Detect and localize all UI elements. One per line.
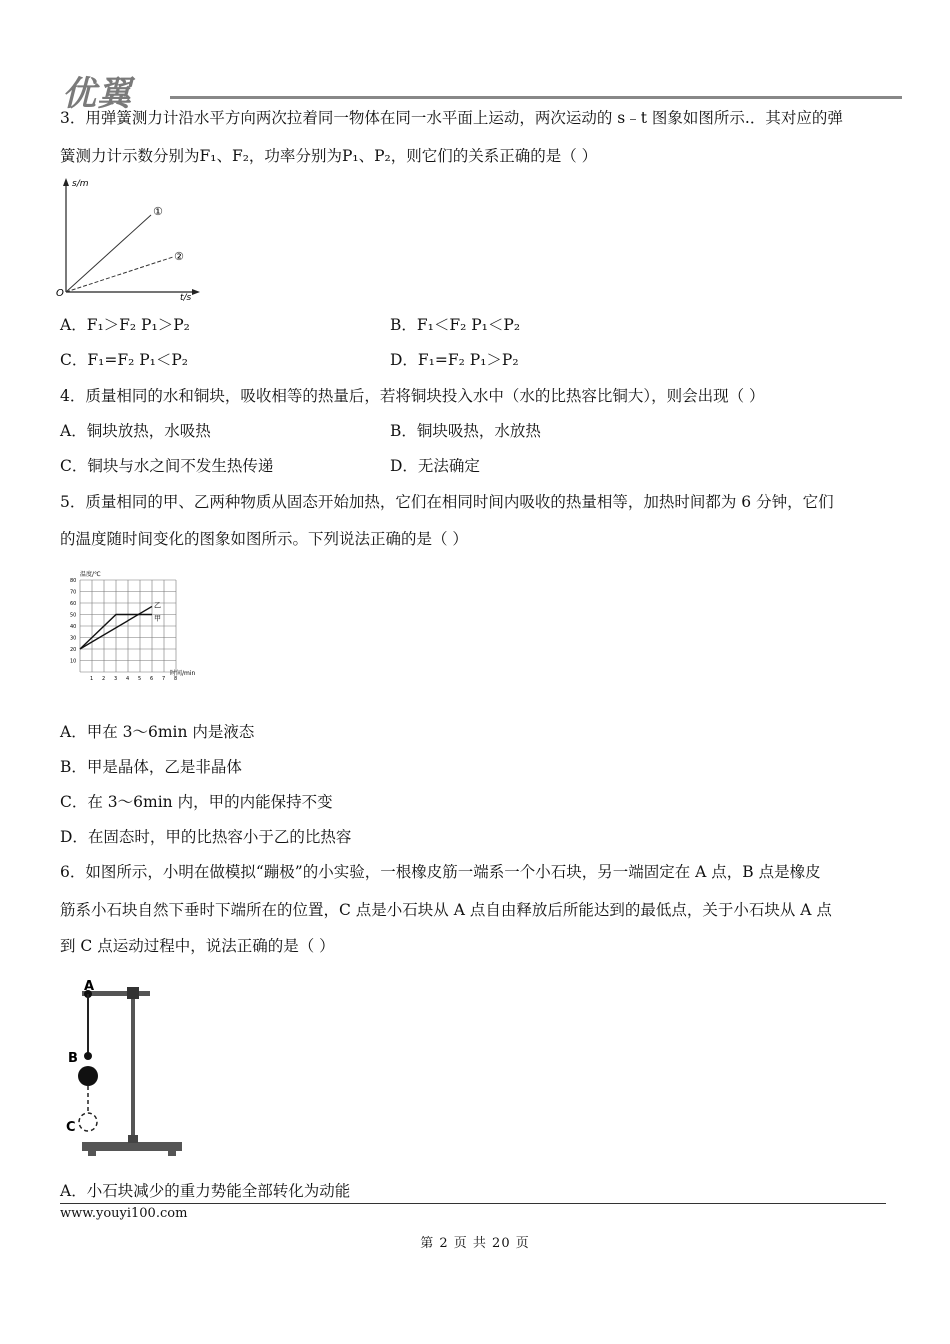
q3-origin-label: O (56, 288, 64, 299)
q3-line-1 (66, 215, 151, 292)
y-tick-label: 60 (70, 601, 77, 607)
q5-option-b[interactable]: B．甲是晶体，乙是非晶体 (60, 758, 242, 776)
q3-option-c[interactable]: C．F₁=F₂ P₁＜P₂ (60, 351, 188, 369)
q3-line1-label: ① (153, 205, 163, 218)
q4-option-b[interactable]: B．铜块吸热，水放热 (390, 422, 541, 440)
q3-option-d[interactable]: D．F₁=F₂ P₁＞P₂ (390, 351, 519, 369)
q6-bungee-figure (60, 972, 190, 1162)
q6-stem-line1: 6．如图所示，小明在做模拟“蹦极”的小实验，一根橡皮筋一端系一个小石块，另一端固定在 A 点，B 点是橡皮 (60, 863, 821, 881)
q5-temperature-chart (60, 566, 205, 691)
q3-st-graph (56, 172, 206, 302)
series-label: 甲 (154, 614, 161, 623)
x-tick-label: 7 (162, 676, 166, 682)
q5-y-label: 温度/℃ (80, 571, 101, 578)
q3-y-label: s/m (72, 179, 89, 189)
q3-stem-line2: 簧测力计示数分别为F₁、F₂，功率分别为P₁、P₂，则它们的关系正确的是（ ） (60, 147, 598, 165)
series-label: 乙 (154, 601, 161, 610)
q6-stem-line3: 到 C 点运动过程中，说法正确的是（ ） (60, 937, 335, 955)
q5-stem-line1: 5．质量相同的甲、乙两种物质从固态开始加热，它们在相同时间内吸收的热量相等，加热时间都为 6 分钟，它们 (60, 493, 834, 511)
label-c: C (66, 1120, 76, 1135)
label-b: B (68, 1051, 78, 1066)
q3-option-a[interactable]: A．F₁＞F₂ P₁＞P₂ (60, 316, 190, 334)
y-tick-label: 40 (70, 624, 77, 630)
x-tick-label: 8 (174, 676, 178, 682)
logo: 优翼 (62, 74, 132, 114)
header-rule (170, 96, 902, 99)
q4-stem: 4．质量相同的水和铜块，吸收相等的热量后，若将铜块投入水中（水的比热容比铜大），则会出现（ ） (60, 387, 765, 405)
q5-option-c[interactable]: C．在 3～6min 内，甲的内能保持不变 (60, 793, 333, 811)
x-tick-label: 6 (150, 676, 154, 682)
q3-x-label: t/s (180, 293, 192, 302)
q3-line2-label: ② (174, 250, 184, 263)
q4-option-c[interactable]: C．铜块与水之间不发生热传递 (60, 457, 274, 475)
q4-option-d[interactable]: D．无法确定 (390, 457, 480, 475)
page-number: 第 2 页 共 20 页 (420, 1236, 530, 1251)
x-tick-label: 5 (138, 676, 142, 682)
y-tick-label: 10 (70, 658, 77, 665)
q3-stem-line1: 3．用弹簧测力计沿水平方向两次拉着同一物体在同一水平面上运动，两次运动的 s﹣t 图象如图所示.．其对应的弹 (60, 109, 843, 127)
stand-rod (131, 990, 135, 1143)
x-tick-label: 2 (102, 676, 106, 682)
stone (78, 1066, 98, 1086)
q5-option-a[interactable]: A．甲在 3～6min 内是液态 (60, 723, 255, 741)
q3-line-2 (66, 257, 173, 292)
footer-url: www.youyi100.com (60, 1206, 188, 1221)
q3-option-b[interactable]: B．F₁＜F₂ P₁＜P₂ (390, 316, 521, 334)
q5-x-label: 时间/min (170, 670, 196, 677)
stone-at-c (79, 1113, 97, 1131)
x-tick-label: 1 (90, 676, 94, 682)
q6-stem-line2: 筋系小石块自然下垂时下端所在的位置，C 点是小石块从 A 点自由释放后所能达到的最低点，关于小石块从 A 点 (60, 901, 832, 919)
y-tick-label: 30 (70, 635, 77, 642)
y-tick-label: 70 (70, 589, 77, 596)
q4-option-a[interactable]: A．铜块放热，水吸热 (60, 422, 211, 440)
stand-base (82, 1142, 182, 1151)
footer-rule (60, 1203, 886, 1204)
x-tick-label: 3 (114, 676, 118, 682)
q5-option-d[interactable]: D．在固态时，甲的比热容小于乙的比热容 (60, 828, 352, 846)
q5-stem-line2: 的温度随时间变化的图象如图所示。下列说法正确的是（ ） (60, 530, 468, 548)
y-tick-label: 50 (70, 612, 77, 619)
label-a: A (84, 979, 95, 994)
y-tick-label: 80 (70, 578, 77, 584)
x-tick-label: 4 (126, 676, 130, 682)
q6-option-a[interactable]: A．小石块减少的重力势能全部转化为动能 (60, 1182, 351, 1200)
y-tick-label: 20 (70, 647, 77, 653)
